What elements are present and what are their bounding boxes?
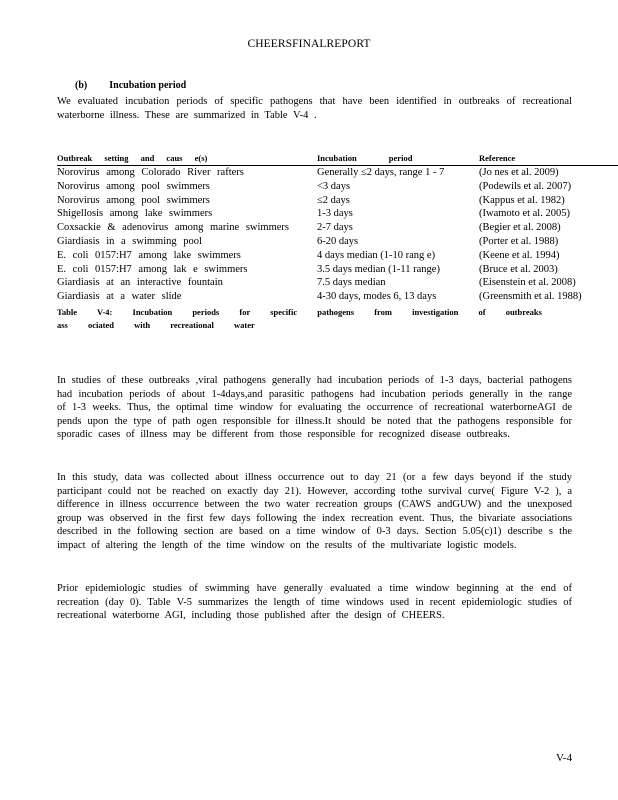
cell-outbreak: Giardiasis in a swimming pool xyxy=(57,235,202,247)
col-header-outbreak: Outbreak setting and caus e(s) xyxy=(57,153,208,163)
report-header: CHEERSFINALREPORT xyxy=(247,38,371,50)
section-heading xyxy=(75,80,208,91)
cell-reference: (Podewils et al. 2007) xyxy=(479,180,572,192)
table-row xyxy=(57,180,618,194)
cell-outbreak: Giardiasis at an interactive fountain xyxy=(57,277,223,289)
table-row xyxy=(57,249,618,263)
paragraph-incubation-findings: In studies of these outbreaks ,viral pathogens generally had incubation periods of 1-3 days, bacterial pathogens had incubation periods of about 1-4days,and parasitic pathogens had incubation periods generally in the range of 1-3 weeks. Thus, the optimal time window for evaluating the occurrence of recreational waterborneAGI de pends upon the type of path ogen responsible for illness.It should be noted that the pathogens responsible for sporadic cases of illness may be different from those responsible for recognized disease outbreaks. xyxy=(57,375,572,441)
cell-outbreak: E. coli 0157:H7 among lak e swimmers xyxy=(57,263,248,275)
table-row xyxy=(57,290,618,304)
cell-outbreak: Giardiasis at a water slide xyxy=(57,291,182,303)
col-header-reference: Reference xyxy=(479,153,516,163)
cell-reference: (Porter et al. 1988) xyxy=(479,235,559,247)
cell-reference: (Kappus et al. 1982) xyxy=(479,194,565,206)
table-row xyxy=(57,263,618,277)
paragraph-prior-studies: Prior epidemiologic studies of swimming have generally evaluated a time window beginning at the end of recreation (day 0). Table V-5 summarizes the length of time windows used in recent epidemiologic studies of recreational waterborne AGI, including those published after the design of CHEERS. xyxy=(57,583,572,622)
cell-incubation: Generally ≤2 days, range 1 - 7 xyxy=(317,167,445,178)
cell-incubation: 2-7 days xyxy=(317,222,353,234)
table-body xyxy=(57,166,618,304)
cell-reference: (Greensmith et al. 1988) xyxy=(479,291,582,303)
cell-outbreak: Coxsackie & adenovirus among marine swimmers xyxy=(57,222,289,234)
cell-outbreak: Norovirus among pool swimmers xyxy=(57,194,210,206)
cell-outbreak: Shigellosis among lake swimmers xyxy=(57,208,213,220)
table-header-row xyxy=(57,153,618,166)
table-row xyxy=(57,276,618,290)
paragraph-time-window: In this study, data was collected about illness occurrence out to day 21 (or a few days beyond if the study participant could not be reached on exactly day 21). However, according tothe survival curve( Figure V-2 ), a difference in illness occurrence between the two water recreation groups (CAWS andGUW) and the unexposed group was observed in the first few days following the index recreation event. Thus, the bivariate associations described in the following section are based on a time window of 0-3 days. Section 5.05(c)1) describe s the impact of altering the length of the time window on the results of the multivariate logistic models. xyxy=(57,472,572,551)
cell-outbreak: Norovirus among Colorado River rafters xyxy=(57,167,244,178)
cell-reference: (Iwamoto et al. 2005) xyxy=(479,208,570,220)
cell-incubation: 6-20 days xyxy=(317,235,359,247)
section-title: Incubation period xyxy=(109,80,187,91)
table-row xyxy=(57,221,618,235)
table-row xyxy=(57,207,618,221)
cell-incubation: 4 days median (1-10 rang e) xyxy=(317,249,436,261)
cell-outbreak: E. coli 0157:H7 among lake swimmers xyxy=(57,249,241,261)
section-label: (b) xyxy=(75,80,88,91)
cell-incubation: <3 days xyxy=(317,180,351,192)
cell-incubation: 3.5 days median (1-11 range) xyxy=(317,263,440,275)
cell-outbreak: Norovirus among pool swimmers xyxy=(57,180,210,192)
cell-incubation: 1-3 days xyxy=(317,208,353,220)
cell-reference: (Keene et al. 1994) xyxy=(479,249,560,261)
table-row xyxy=(57,235,618,249)
cell-reference: (Begier et al. 2008) xyxy=(479,222,561,234)
cell-incubation: 7.5 days median xyxy=(317,277,386,289)
cell-reference: (Bruce et al. 2003) xyxy=(479,263,558,275)
cell-reference: (Eisenstein et al. 2008) xyxy=(479,277,576,289)
col-header-incubation: Incubation period xyxy=(317,153,413,163)
table-row xyxy=(57,194,618,208)
intro-paragraph: We evaluated incubation periods of specific pathogens that have been identified in outbreaks of recreational waterborne illness. These are summarized in Table V-4 . xyxy=(57,96,572,121)
page-number: V-4 xyxy=(556,752,573,764)
cell-incubation: ≤2 days xyxy=(317,194,350,206)
cell-incubation: 4-30 days, modes 6, 13 days xyxy=(317,291,437,303)
table-caption: Table V-4: Incubation periods for specific pathogens from investigation of outbreaks ass ociated with recreational water xyxy=(57,307,542,330)
cell-reference: (Jo nes et al. 2009) xyxy=(479,167,559,178)
table-row xyxy=(57,166,618,180)
incubation-table xyxy=(57,153,618,304)
